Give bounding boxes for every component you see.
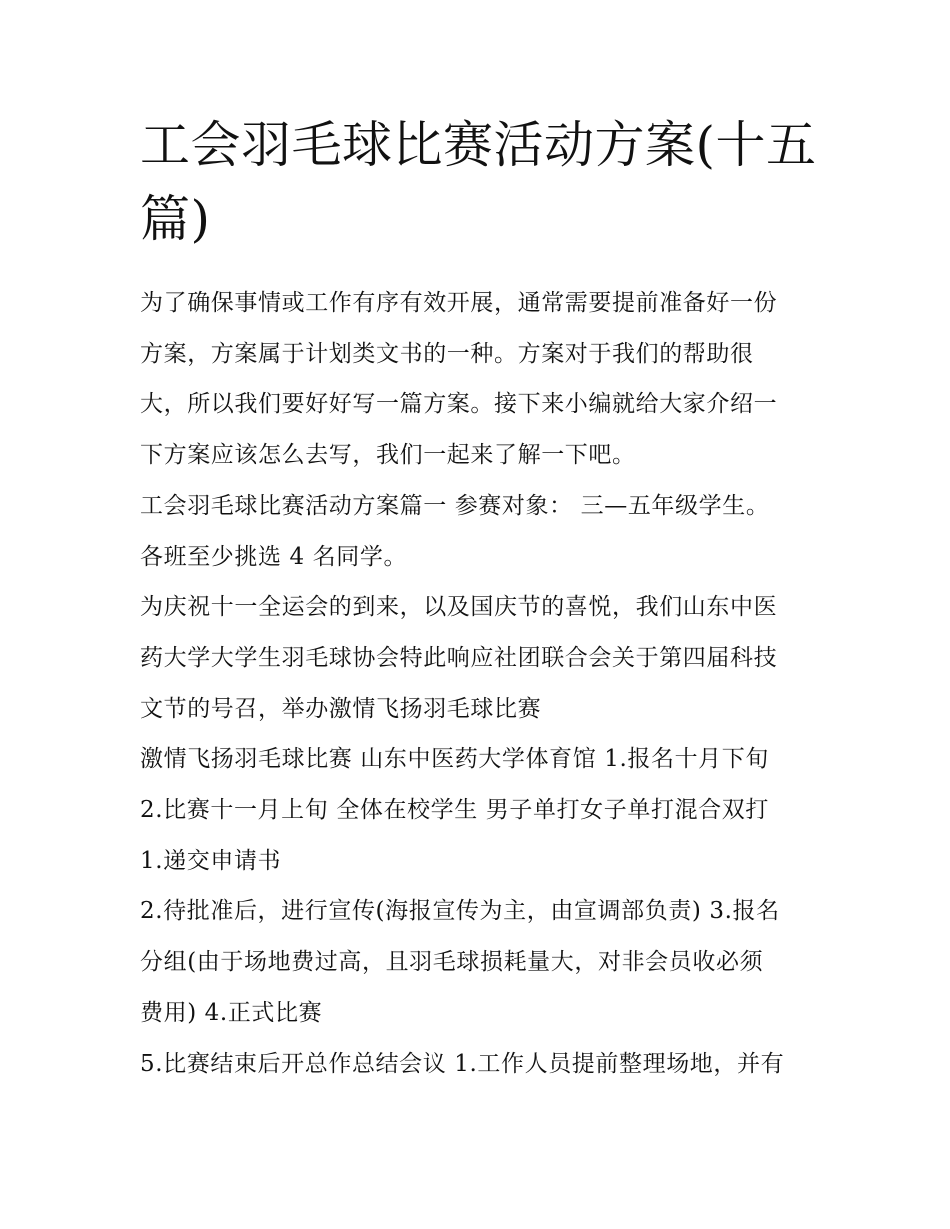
document-title: 工会羽毛球比赛活动方案(十五篇): [140, 116, 817, 248]
document-body: [140, 278, 820, 1089]
body-line-13: 2.待批准后，进行宣传(海报宣传为主，由宣调部负责) 3.报名: [140, 898, 780, 925]
body-line-4: 下方案应该怎么去写，我们一起来了解一下吧。: [140, 442, 636, 469]
body-line-2: 方案，方案属于计划类文书的一种。方案对于我们的帮助很: [140, 340, 754, 367]
body-line-14: 分组(由于场地费过高，且羽毛球损耗量大，对非会员收必须: [140, 949, 764, 976]
body-line-3: 大，所以我们要好好写一篇方案。接下来小编就给大家介绍一: [140, 391, 778, 418]
body-line-15: 费用) 4.正式比赛: [140, 999, 323, 1026]
body-line-12: 1.递交申请书: [140, 847, 282, 874]
body-line-8: 药大学大学生羽毛球协会特此响应社团联合会关于第四届科技: [140, 644, 778, 671]
body-line-1: 为了确保事情或工作有序有效开展，通常需要提前准备好一份: [140, 290, 778, 316]
body-line-6: 各班至少挑选 4 名同学。: [140, 543, 408, 570]
body-line-5: 工会羽毛球比赛活动方案篇一 参赛对象： 三—五年级学生。: [140, 492, 770, 519]
body-line-10: 激情飞扬羽毛球比赛 山东中医药大学体育馆 1.报名十月下旬: [140, 746, 769, 773]
body-line-7: 为庆祝十一全运会的到来，以及国庆节的喜悦，我们山东中医: [140, 594, 778, 621]
body-line-16: 5.比赛结束后开总作总结会议 1.工作人员提前整理场地，并有: [140, 1050, 785, 1077]
body-line-9: 文节的号召，举办激情飞扬羽毛球比赛: [140, 695, 542, 722]
body-line-11: 2.比赛十一月上旬 全体在校学生 男子单打女子单打混合双打: [140, 797, 769, 824]
